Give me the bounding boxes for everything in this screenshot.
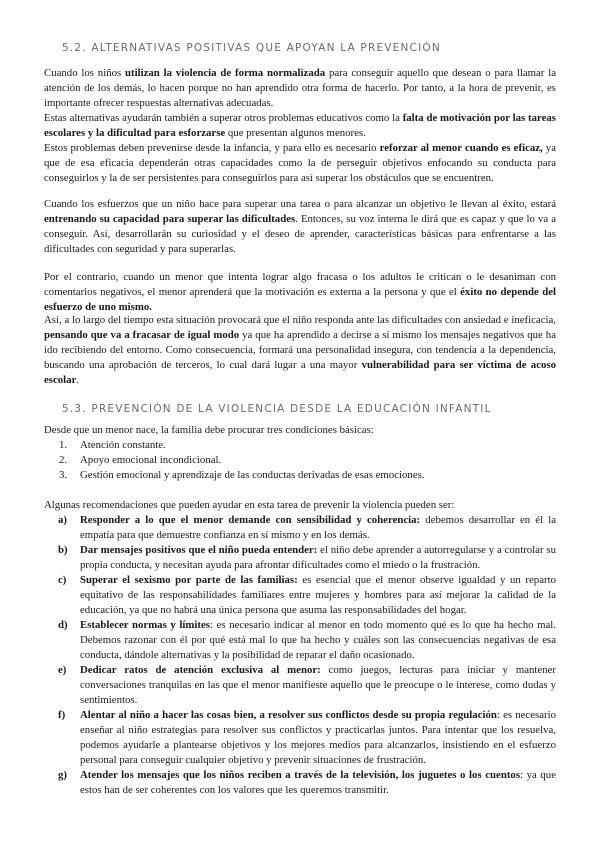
list-item: e) Dedicar ratos de atención exclusiva al menor: como juegos, lecturas para iniciar y mantener conversaciones tranquilas en las que el menor manifieste aquello que le preocupe o le interese, como dudas y sentimientos. (58, 664, 556, 706)
paragraph-3: Estos problemas deben prevenirse desde la infancia, y para ello es necesario reforzar al menor cuando es eficaz, ya que de esa eficacia dependerán otras capacidades como la de perseguir objetivos enfocando su conducta para conseguirlos y la de ser persistentes para conseguirlos para así superar los obstáculos que se encuentren. (44, 142, 557, 184)
list-item: c) Superar el sexismo por parte de las familias: es esencial que el menor observe igualdad y un reparto equitativo de las responsabilidades familiares entre mujeres y hombres para así mejorar la calidad de la educación, ya que no habrá una única persona que asuma las responsabilidades del hogar. (58, 574, 556, 616)
conditions-intro: Desde que un menor nace, la familia debe procurar tres condiciones básicas: (44, 424, 374, 436)
list-item: 2. Apoyo emocional incondicional. (59, 454, 222, 466)
paragraph-1: Cuando los niños utilizan la violencia de forma normalizada para conseguir aquello que desean o para llamar la atención de los demás, lo hacen porque no han aprendido otra forma de hacerlo. Por tanto, a la hora de prevenir, es importante ofrecer respuestas alternativas adecuadas. (44, 67, 556, 109)
list-item: 3. Gestión emocional y aprendizaje de las conductas derivadas de esas emociones. (59, 469, 425, 481)
recommendations-list (44, 513, 556, 798)
section-heading-5-2: 5.2. ALTERNATIVAS POSITIVAS QUE APOYAN LA PREVENCIÓN (62, 42, 441, 54)
list-item: b) Dar mensajes positivos que el niño pueda entender: el niño debe aprender a autorregularse y a controlar su propia conducta, y necesitan ayuda para afrontar dificultades como el miedo o la frustración. (58, 544, 556, 571)
paragraph-4: Cuando los esfuerzos que un niño hace para superar una tarea o para alcanzar un objetivo le llevan al éxito, estará entrenando su capacidad para superar las dificultades. Entonces, su voz interna le dirá que es capaz y que lo va a conseguir. Así, desarrollarán su curiosidad y el deseo de aprender, características básicas para enfrentarse a las dificultades con seguridad y para superarlas. (44, 198, 556, 255)
list-item: a) Responder a lo que el menor demande con sensibilidad y coherencia: debemos desarrollar en él la empatía para que demuestre confianza en sí mismo y en los demás. (58, 514, 556, 541)
list-item: d) Establecer normas y límites: es necesario indicar al menor en todo momento qué es lo que ha hecho mal. Debemos razonar con él por qué está mal lo que ha hecho y cuáles son las consecuencias negativas de esa conducta, dándole alternativas y la posibilidad de reparar el daño ocasionado. (58, 619, 556, 661)
conditions-list (44, 438, 556, 483)
section-heading-5-3: 5.3. PREVENCIÓN DE LA VIOLENCIA DESDE LA EDUCACIÓN INFANTIL (62, 403, 492, 415)
paragraph-2: Estas alternativas ayudarán también a superar otros problemas educativos como la falta de motivación por las tareas escolares y la dificultad para esforzarse que presentan algunos menores. (44, 112, 556, 139)
list-item: 1. Atención constante. (59, 439, 166, 451)
paragraph-6: Así, a lo largo del tiempo esta situación provocará que el niño responda ante las dificultades con ansiedad e ineficacia, pensando que va a fracasar de igual modo ya que ha aprendido a decirse a sí mismo los mensajes negativos que ha ido recibiendo del entorno. Como consecuencia, formará una personalidad insegura, con tendencia a la dependencia, buscando una aprobación de terceros, lo cual dará lugar a una mayor vulnerabilidad para ser víctima de acoso escolar. (44, 314, 556, 386)
recommendations-intro: Algunas recomendaciones que pueden ayudar en esta tarea de prevenir la violencia pueden ser: (44, 499, 455, 511)
paragraph-5: Por el contrario, cuando un menor que intenta lograr algo fracasa o los adultos le critican o le desaniman con comentarios negativos, el menor aprenderá que la motivación es externa a la persona y que el éxito no depende del esfuerzo de uno mismo. (44, 271, 556, 313)
list-item: g) Atender los mensajes que los niños reciben a través de la televisión, los juguetes o los cuentos: ya que estos han de ser coherentes con los valores que les queremos transmitir. (58, 769, 556, 796)
list-item: f) Alentar al niño a hacer las cosas bien, a resolver sus conflictos desde su propia regulación: es necesario enseñar al niño estrategias para resolver sus conflictos y practicarlas juntos. Para intentar que los resuelva, podemos ayudarle a plantearse objetivos y los mejores medios para alcanzarlos, insistiendo en el esfuerzo personal para conseguir cualquier objetivo y prevenir situaciones de frustración. (58, 709, 557, 766)
